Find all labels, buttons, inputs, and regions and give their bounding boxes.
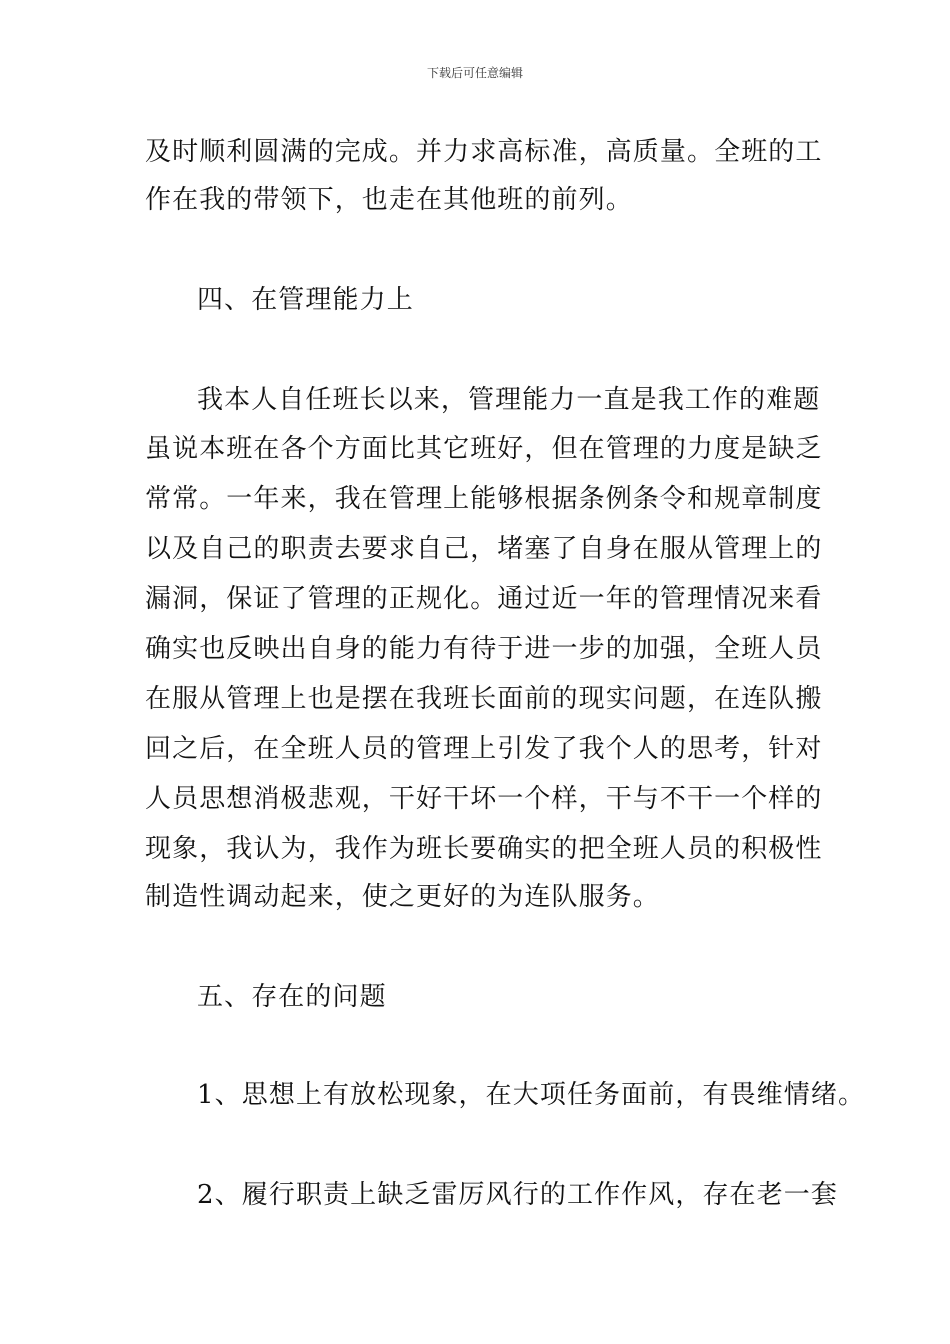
section-heading: 五、存在的问题 [197, 982, 387, 1012]
section-heading: 四、在管理能力上 [197, 285, 414, 315]
paragraph-line: 漏洞，保证了管理的正规化。通过近一年的管理情况来看 [145, 584, 823, 614]
paragraph-line: 常常。一年来，我在管理上能够根据条例条令和规章制度 [145, 484, 823, 514]
paragraph-line: 现象，我认为，我作为班长要确实的把全班人员的积极性 [145, 834, 823, 864]
list-item: 2、履行职责上缺乏雷厉风行的工作作风，存在老一套 [197, 1180, 838, 1210]
paragraph-line: 回之后，在全班人员的管理上引发了我个人的思考，针对 [145, 734, 823, 764]
paragraph-line: 以及自己的职责去要求自己，堵塞了自身在服从管理上的 [145, 534, 823, 564]
list-item: 1、思想上有放松现象，在大项任务面前，有畏维情绪。 [197, 1080, 866, 1110]
paragraph-line: 在服从管理上也是摆在我班长面前的现实问题，在连队搬 [145, 684, 823, 714]
page-header: 下载后可任意编辑 [426, 66, 523, 80]
paragraph-line: 制造性调动起来，使之更好的为连队服务。 [145, 882, 660, 912]
paragraph-line: 及时顺利圆满的完成。并力求高标准，高质量。全班的工 [145, 137, 823, 167]
paragraph-line: 确实也反映出自身的能力有待于进一步的加强，全班人员 [145, 634, 823, 664]
paragraph-line: 我本人自任班长以来，管理能力一直是我工作的难题 [197, 385, 821, 415]
paragraph-line: 作在我的带领下，也走在其他班的前列。 [145, 185, 633, 215]
paragraph-line: 人员思想消极悲观，干好干坏一个样，干与不干一个样的 [145, 784, 823, 814]
paragraph-line: 虽说本班在各个方面比其它班好，但在管理的力度是缺乏 [145, 434, 823, 464]
